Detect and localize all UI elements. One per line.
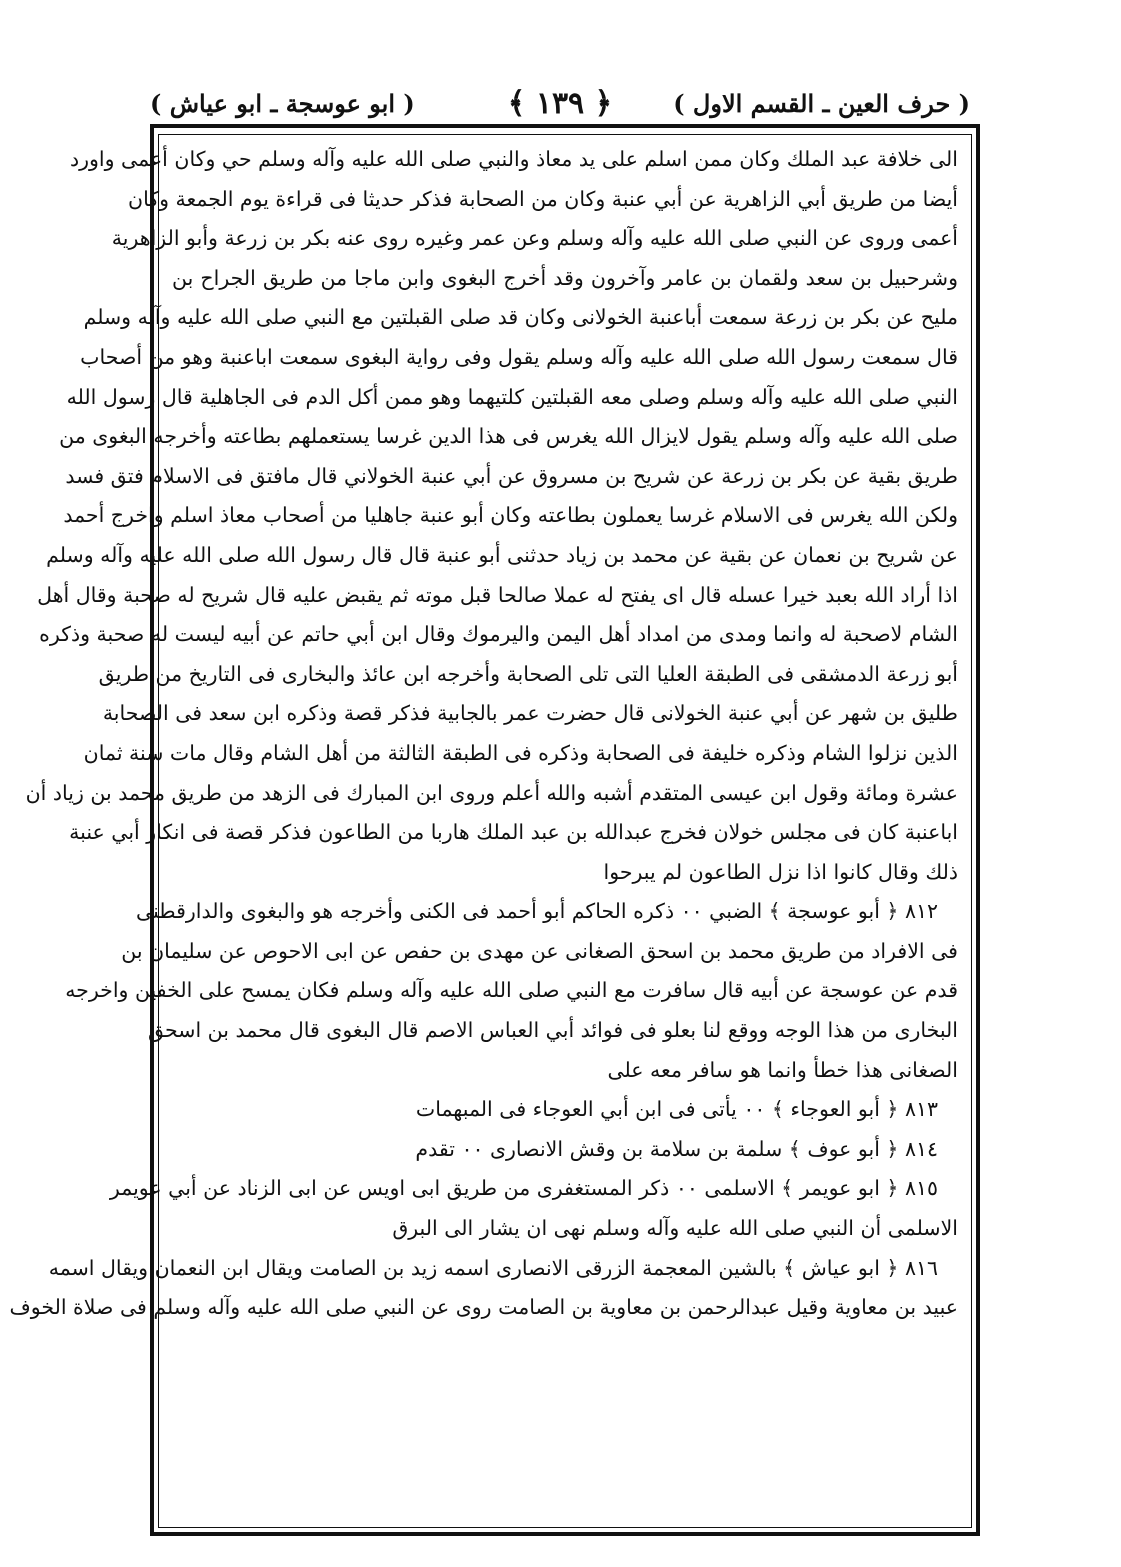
text-line: طليق بن شهر عن أبي عنبة الخولانى قال حضرت عمر بالجابية فذكر قصة وذكره ابن سعد فى الصحابة bbox=[102, 701, 958, 726]
text-line: عشرة ومائة وقول ابن عيسى المتقدم أشبه والله أعلم وروى ابن المبارك فى الزهد من طريق محمد بن زياد أن bbox=[25, 780, 958, 805]
text-line: فى الافراد من طريق محمد بن اسحق الصغانى عن مهدى بن حفص عن ابى الاحوص عن سليمان بن bbox=[121, 938, 958, 963]
text-line: وشرحبيل بن سعد ولقمان بن عامر وآخرون وقد أخرج البغوى وابن ماجا من طريق الجراح بن bbox=[172, 265, 958, 290]
page-header bbox=[150, 82, 970, 126]
page-body bbox=[9, 140, 958, 1328]
text-line: أبو زرعة الدمشقى فى الطبقة العليا التى تلى الصحابة وأخرجه ابن عائذ والبخارى فى التاريخ من طريق bbox=[98, 661, 958, 686]
text-line: الذين نزلوا الشام وذكره خليفة فى الصحابة وذكره فى الطبقة الثالثة من أهل الشام وقال مات سنة ثمان bbox=[83, 740, 958, 765]
text-line: صلى الله عليه وآله وسلم يقول لايزال الله يغرس فى هذا الدين غرسا يستعملهم بطاعته وأخرجه البغوى من bbox=[59, 424, 958, 449]
text-line: طريق بقية عن بكر بن زرعة عن شريح بن مسروق عن أبي عنبة الخولاني قال مافتق فى الاسلام فتق فسد bbox=[65, 463, 958, 488]
text-line: عبيد بن معاوية وقيل عبدالرحمن بن معاوية بن الصامت روى عن النبي صلى الله عليه وآله وسلم فى صلاة الخوف bbox=[9, 1295, 958, 1320]
text-line: قال سمعت رسول الله صلى الله عليه وآله وسلم يقول وفى رواية البغوى سمعت اباعنبة وهو من أصحاب bbox=[80, 344, 958, 369]
text-line: ذلك وقال كانوا اذا نزل الطاعون لم يبرحوا bbox=[603, 859, 958, 884]
text-line: أيضا من طريق أبي الزاهرية عن أبي عنبة وكان من الصحابة فذكر حديثا فى قراءة يوم الجمعة وكان bbox=[128, 186, 958, 211]
text-line: قدم عن عوسجة عن أبيه قال سافرت مع النبي صلى الله عليه وآله وسلم فكان يمسح على الخفين واخرجه bbox=[65, 978, 958, 1003]
text-line: الى خلافة عبد الملك وكان ممن اسلم على يد معاذ والنبي صلى الله عليه وآله وسلم حي وكان أعمى واورد bbox=[69, 147, 958, 171]
header-entry-range: ( ابو عوسجة ـ ابو عياش ) bbox=[150, 89, 415, 118]
entry-813-line: ٨١٣ ﴿ أبو العوجاء ﴾ ٠٠ يأتى فى ابن أبي العوجاء فى المبهمات bbox=[415, 1097, 938, 1122]
text-line: البخارى من هذا الوجه ووقع لنا بعلو فى فوائد أبي العباس الاصم قال البغوى قال محمد بن اسحق bbox=[147, 1018, 958, 1043]
text-line: مليح عن بكر بن زرعة سمعت أباعنبة الخولانى وكان قد صلى القبلتين مع النبي صلى الله عليه وآله وسلم bbox=[83, 305, 958, 330]
text-line: عن شريح بن نعمان عن بقية عن محمد بن زياد حدثنى أبو عنبة قال قال رسول الله صلى الله عليه وآله وسلم bbox=[46, 542, 958, 567]
entry-816-line: ٨١٦ ﴿ ابو عياش ﴾ بالشين المعجمة الزرقى الانصارى اسمه زيد بن الصامت ويقال ابن النعمان ويقال اسمه bbox=[48, 1255, 938, 1280]
header-section-title: ( حرف العين ـ القسم الاول ) bbox=[673, 89, 970, 118]
text-line: ولكن الله يغرس فى الاسلام غرسا يعملون بطاعته وكان أبو عنبة جاهليا من أصحاب معاذ اسلم واخرج أحمد bbox=[63, 503, 958, 528]
entry-814-line: ٨١٤ ﴿ أبو عوف ﴾ سلمة بن سلامة بن وقش الانصارى ٠٠ تقدم bbox=[415, 1136, 938, 1161]
text-line: النبي صلى الله عليه وآله وسلم وصلى معه القبلتين كلتيهما وهو ممن أكل الدم فى الجاهلية قال رسول الله bbox=[66, 384, 958, 409]
text-line: أعمى وروى عن النبي صلى الله عليه وآله وسلم وعن عمر وغيره روى عنه بكر بن زرعة وأبو الزاهرية bbox=[111, 226, 958, 251]
text-line: اذا أراد الله بعبد خيرا عسله قال اى يفتح له عملا صالحا قبل موته ثم يقبض عليه قال شريح له صحبة وقال أهل bbox=[37, 582, 958, 607]
text-line: الشام لاصحبة له وانما ومدى من امداد أهل اليمن واليرموك وقال ابن أبي حاتم عن أبيه ليست له صحبة وذكره bbox=[39, 622, 958, 647]
text-line: اباعنبة كان فى مجلس خولان فخرج عبدالله بن عبد الملك هاربا من الطاعون فذكر قصة فى انكار أبي عنبة bbox=[69, 820, 958, 845]
entry-812-line: ٨١٢ ﴿ أبو عوسجة ﴾ الضبي ٠٠ ذكره الحاكم أبو أحمد فى الكنى وأخرجه هو والبغوى والدارقطنى bbox=[135, 899, 938, 924]
text-line: الاسلمى أن النبي صلى الله عليه وآله وسلم نهى ان يشار الى البرق bbox=[392, 1216, 958, 1241]
page-number: ﴿ ١٣٩ ﴾ bbox=[507, 86, 613, 121]
text-line: الصغانى هذا خطأ وانما هو سافر معه على bbox=[607, 1057, 958, 1082]
entry-815-line: ٨١٥ ﴿ ابو عويمر ﴾ الاسلمى ٠٠ ذكر المستغفرى من طريق ابى اويس عن ابى الزناد عن أبي عويمر bbox=[109, 1176, 938, 1201]
